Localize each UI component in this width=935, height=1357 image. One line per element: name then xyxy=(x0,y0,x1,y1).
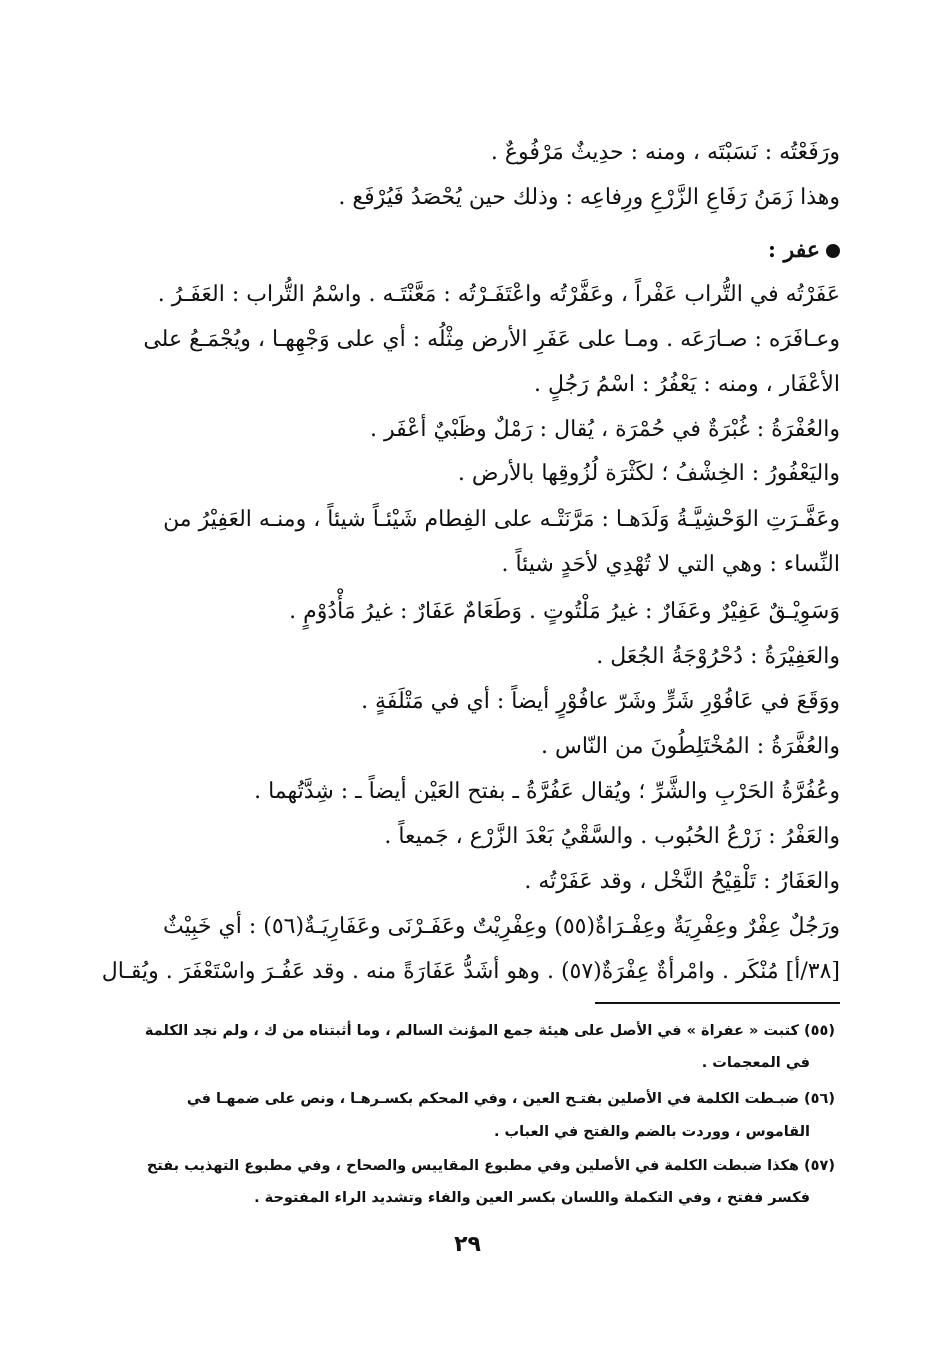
text-line: والعُفْرَةُ : غُبْرَةٌ في حُمْرَة ، يُقال : رَمْلٌ وظَبْيٌ أعْفَر . xyxy=(370,417,840,442)
footnote-55: (٥٥) كتبت « عفراة » في الأصل على هيئة جمع المؤنث السالم ، وما أثبتناه من ك ، ولم نجد الكلمة xyxy=(144,1023,835,1039)
footnote-56: (٥٦) ضبـطت الكلمة في الأصلين بفتـح العين ، وفي المحكم بكسـرهـا ، ونص على ضمهـا في xyxy=(186,1091,835,1107)
footnote-57: (٥٧) هكذا ضبطت الكلمة في الأصلين وفي مطبوع المقاييس والصحاح ، وفي مطبوع التهذيب بفتح xyxy=(146,1158,835,1174)
section-heading-label: عفر : xyxy=(767,237,820,263)
footnote-55-cont: في المعجمات . xyxy=(701,1055,810,1071)
text-line: واليَعْفُورُ : الخِشْفُ ؛ لكَثْرَة لُزُوقِها بالأرض . xyxy=(457,461,840,486)
page-number: ٢٩ xyxy=(454,1232,481,1257)
text-line: النِّساء : وهي التي لا تُهْدِي لأحَدٍ شيئاً . xyxy=(501,552,840,577)
text-line: والعُفَّرَةُ : المُخْتَلِطُونَ من النّاس . xyxy=(541,734,840,759)
footnote-divider xyxy=(595,1002,840,1004)
text-line: عَفَرْتُه في التُّراب عَفْراً ، وعَفَّرْتُه واعْتَفَـرْتُه : مَعَّنْتَـه . واسْمُ التُّراب : العَفَـرُ . xyxy=(157,282,840,307)
footnote-57-cont: فكسر ففتح ، وفي التكملة واللسان بكسر العين والفاء وتشديد الراء المفتوحة . xyxy=(254,1190,810,1206)
section-heading xyxy=(768,228,840,272)
text-line: والعَفَارُ : تَلْقِيْحُ النَّخْل ، وقد عَفَرْتُه . xyxy=(524,869,840,894)
text-line: ورَفَعْتُه : نَسَبْتَه ، ومنه : حدِيثٌ مَرْفُوعٌ . xyxy=(490,140,840,165)
text-line: وعُفُرَّةُ الحَرْبِ والشَّرِّ ؛ ويُقال عَفُرَّةُ ـ بفتح العَيْن أيضاً ـ : شِدَّتُهما . xyxy=(254,779,840,804)
text-line: [٣٨/أ] مُنْكَر . وامْرأةٌ عِفْرَةٌ(٥٧) . وهو أشَدُّ عَفَارَةً منه . وقد عَفُـرَ واسْتَعْفَرَ . ويُقـال xyxy=(101,959,840,984)
text-line: ورَجُلٌ عِفْرٌ وعِفْرِيَةٌ وعِفْـرَاةٌ(٥٥) وعِفْرِيْتٌ وعَفَـرْنَى وعَفَارِيَـةٌ(٥٦) : أي خَبِيْثٌ xyxy=(163,914,840,939)
footnote-56-cont: القاموس ، ووردت بالضم والفتح في العباب . xyxy=(493,1124,810,1140)
text-line: وَسَوِيْـقٌ عَفِيْرٌ وعَفَارٌ : غيرُ مَلْتُوتٍ . وَطَعَامٌ عَفَارٌ : غيرُ مَأْدُوْمٍ . xyxy=(289,599,840,624)
text-line: والعَفْرُ : زَرْعُ الحُبُوب . والسَّقْيُ بَعْدَ الزَّرْع ، جَميعاً . xyxy=(384,824,840,849)
text-line: وهذا زَمَنُ رَفَاعِ الزَّرْعِ ورِفاعِه : وذلك حين يُحْصَدُ فَيُرْفَع . xyxy=(338,185,840,210)
text-line: وعَفَّـرَتِ الوَحْشِيَّـةُ وَلَدَهـا : مَرَّنَتْـه على الفِطام شَيْئـاً شيئاً ، ومنـه العَفِيْرُ من xyxy=(163,507,840,532)
bullet-icon xyxy=(826,244,840,258)
text-line: والعَفِيْرَةُ : دُحْرُوْجَةُ الجُعَل . xyxy=(596,644,840,669)
text-line: ووَقَعَ في عَافُوْرِ شَرٍّ وشَرّ عافُوْرٍ أيضاً : أي في مَتْلَفَةٍ . xyxy=(361,689,840,714)
text-line: وعـافَرَه : صـارَعَه . ومـا على عَفَرِ الأرض مِثْلُه : أي على وَجْهِهـا ، ويُجْمَـعُ على xyxy=(143,327,840,352)
text-line: الأعْفَار ، ومنه : يَعْفُرُ : اسْمُ رَجُلٍ . xyxy=(533,372,840,397)
